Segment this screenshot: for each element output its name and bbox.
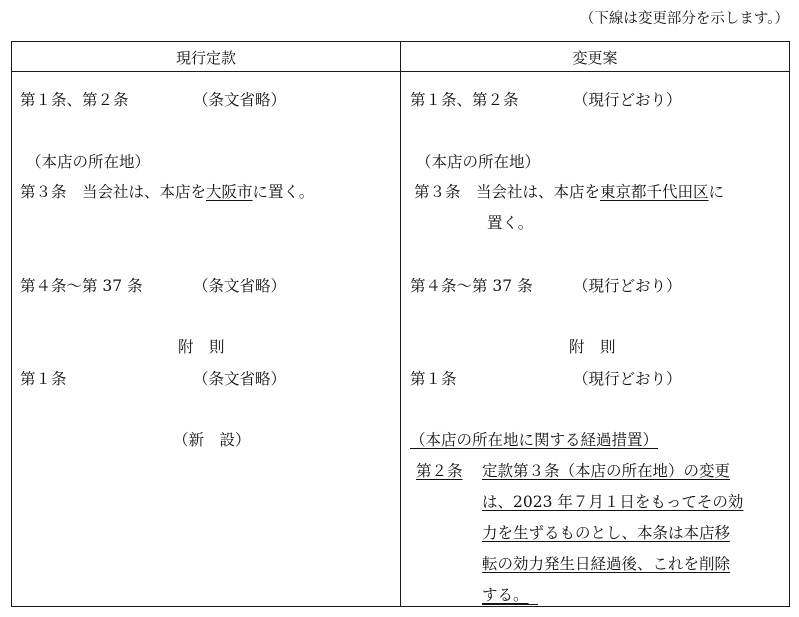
proposed-supp-art2-line: 定款第３条（本店の所在地）の変更 [482, 462, 731, 480]
column-divider [400, 42, 401, 606]
proposed-supp-art2-line: 力を生ずるものとし、本条は本店移 [482, 524, 731, 542]
proposed-supp-art1: 第１条 [410, 370, 457, 388]
proposed-art1-2-note: （現行どおり） [573, 91, 682, 109]
current-art3 [20, 180, 314, 202]
proposed-supplementary-heading: 附 則 [569, 338, 616, 356]
proposed-supp-art1-note: （現行どおり） [573, 370, 682, 388]
proposed-supp-art2-line: は、2023 年７月１日をもってその効 [482, 493, 744, 511]
proposed-supp-art2-label: 第２条 [416, 462, 463, 480]
current-supplementary-heading: 附 則 [178, 338, 225, 356]
proposed-articles-header: 変更案 [572, 49, 618, 67]
comparison-table [11, 41, 790, 607]
current-art4-37-note: （条文省略） [193, 277, 287, 295]
proposed-heading-head-office: （本店の所在地） [416, 153, 541, 171]
current-art3-place: 大阪市 [206, 183, 253, 201]
proposed-art3 [414, 180, 724, 202]
underline-extension [482, 604, 538, 605]
current-heading-head-office: （本店の所在地） [26, 153, 151, 171]
current-art1-2-note: （条文省略） [193, 91, 287, 109]
current-new-provision: （新 設） [173, 431, 251, 449]
proposed-supp-art2-line: する。 [482, 586, 529, 604]
underline-note: （下線は変更部分を示します。） [579, 11, 789, 27]
proposed-art3-suffix: に [708, 183, 725, 201]
proposed-supp-art2-line: 転の効力発生日経過後、これを削除 [482, 555, 731, 573]
proposed-art1-2: 第１条、第２条 [410, 91, 519, 109]
proposed-art3-prefix: 第３条 当会社は、本店を [414, 183, 601, 201]
proposed-art3-line2: 置く。 [487, 214, 534, 232]
current-supp-art1: 第１条 [20, 370, 67, 388]
proposed-transitional-heading: （本店の所在地に関する経過措置） [410, 431, 659, 449]
proposed-art4-37: 第４条～第 37 条 [410, 277, 533, 295]
current-art3-prefix: 第３条 当会社は、本店を [20, 183, 207, 201]
current-art3-suffix: に置く。 [252, 183, 315, 201]
current-art4-37: 第４条～第 37 条 [20, 277, 143, 295]
current-supp-art1-note: （条文省略） [193, 370, 287, 388]
header-divider [12, 71, 789, 72]
proposed-art4-37-note: （現行どおり） [573, 277, 682, 295]
proposed-art3-place: 東京都千代田区 [600, 183, 709, 201]
current-articles-header: 現行定款 [175, 49, 237, 67]
current-art1-2: 第１条、第２条 [20, 91, 129, 109]
